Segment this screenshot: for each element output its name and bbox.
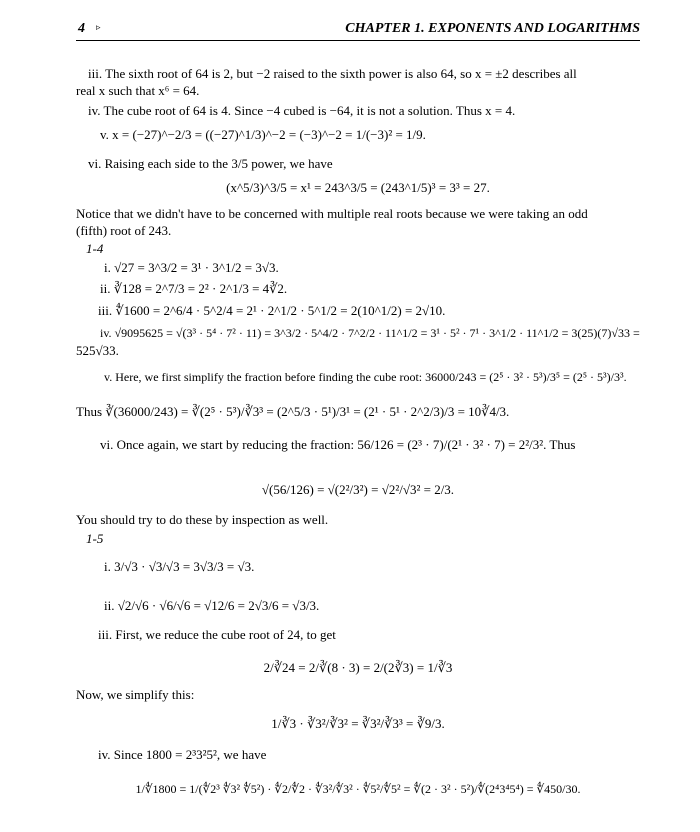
text-line: iii. First, we reduce the cube root of 24, to get [98,627,336,642]
math-line: ii. ∛128 = 2^7/3 = 2² · 2^1/3 = 4∛2. [100,281,288,296]
math-display: 1/∜1800 = 1/(∜2³ ∜3² ∜5²) · ∜2/∜2 · ∜3²/∜3² · ∜5²/∜5² = ∜(2 · 3² · 5²)/∜(2⁴3⁴5⁴) = ∜450/30. [135,782,581,796]
math-display: √(56/126) = √(2²/3²) = √2²/√3² = 2/3. [261,482,455,497]
section-label: 1-5 [86,531,104,546]
math-line: Thus ∛(36000/243) = ∛(2⁵ · 5³)/∛3³ = (2^5/3 · 5¹)/3¹ = (2¹ · 5¹ · 2^2/3)/3 = 10∛4/3. [76,404,510,419]
math-line: vi. Once again, we start by reducing the fraction: 56/126 = (2³ · 7)/(2¹ · 3² · 7) = 2²/3². Thus [100,437,576,452]
math-display: 2/∛24 = 2/∛(8 · 3) = 2/(2∛3) = 1/∛3 [263,660,453,675]
math-line: 525√33. [76,343,119,358]
math-line: iv. √9095625 = √(3³ · 5⁴ · 7² · 11) = 3^3/2 · 5^4/2 · 7^2/2 · 11^1/2 = 3¹ · 5² · 7¹ · 3^1/2 · 11^1/2 = 3(25)(7)√33 = [100,326,640,340]
text-line: (fifth) root of 243. [76,223,172,238]
math-display: (x^5/3)^3/5 = x¹ = 243^3/5 = (243^1/5)³ = 3³ = 27. [226,180,490,195]
section-label: 1-4 [86,241,104,256]
text-line: Notice that we didn't have to be concerned with multiple real roots because we were taking an odd [76,206,588,221]
text-line: iv. The cube root of 64 is 4. Since −4 cubed is −64, it is not a solution. Thus x = 4. [88,103,516,118]
math-line: v. Here, we first simplify the fraction before finding the cube root: 36000/243 = (2⁵ · 3² · 5³)/3⁵ = (2⁵ · 5³)/3³. [104,370,627,384]
chapter-title: CHAPTER 1. EXPONENTS AND LOGARITHMS [345,21,640,36]
text-line: You should try to do these by inspection as well. [76,512,329,527]
text-line: iii. The sixth root of 64 is 2, but −2 raised to the sixth power is also 64, so x = ±2 describes all [88,66,577,81]
math-line: iii. ∜1600 = 2^6/4 · 5^2/4 = 2¹ · 2^1/2 · 5^1/2 = 2(10^1/2) = 2√10. [98,303,446,318]
page-header [76,18,640,41]
math-line: ii. √2/√6 · √6/√6 = √12/6 = 2√3/6 = √3/3. [104,598,320,613]
math-line: i. 3/√3 · √3/√3 = 3√3/3 = √3. [104,559,255,574]
math-display: 1/∛3 · ∛3²/∛3² = ∛3²/∛3³ = ∛9/3. [271,716,445,731]
text-line: real x such that x⁶ = 64. [76,83,200,98]
math-line: v. x = (−27)^−2/3 = ((−27)^1/3)^−2 = (−3)^−2 = 1/(−3)² = 1/9. [100,127,426,142]
triangle-marker-icon: ▹ [96,22,101,32]
text-line: iv. Since 1800 = 2³3²5², we have [98,747,267,762]
page-number: 4 [78,21,85,36]
text-line: vi. Raising each side to the 3/5 power, we have [88,156,333,171]
math-line: i. √27 = 3^3/2 = 3¹ · 3^1/2 = 3√3. [104,260,279,275]
text-line: Now, we simplify this: [76,687,195,702]
